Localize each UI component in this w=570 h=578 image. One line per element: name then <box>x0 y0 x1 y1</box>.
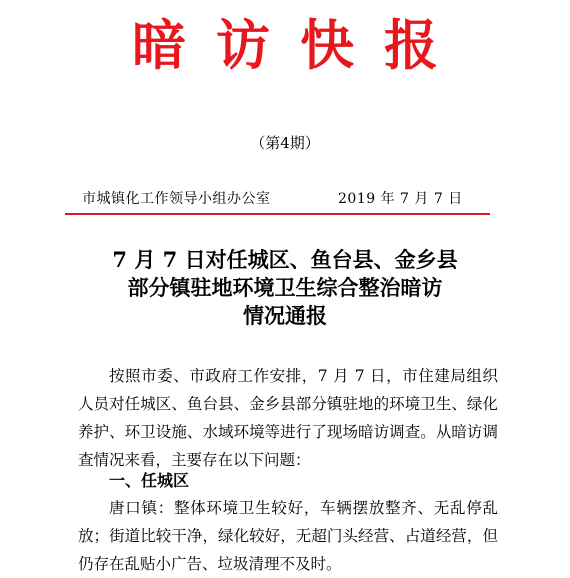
article-title <box>0 246 570 330</box>
issue-number: （第4期） <box>250 134 320 152</box>
title-line-3: 情况通报 <box>243 303 327 328</box>
intro-paragraph: 按照市委、市政府工作安排，7 月 7 日，市住建局组织人员对任城区、鱼台县、金乡县部分镇驻地的环境卫生、绿化养护、环卫设施、水域环境等进行了现场暗访调查。从暗访调查情况来看，主要存在以下问题： <box>78 367 498 469</box>
section-heading: 一、任城区 <box>109 471 190 490</box>
masthead-title: 暗访快报 <box>132 13 468 77</box>
issue-date: 2019 年 7 月 7 日 <box>338 191 463 207</box>
title-line-2: 部分镇驻地环境卫生综合整治暗访 <box>127 275 443 300</box>
red-divider <box>65 213 490 215</box>
section-paragraph: 唐口镇：整体环境卫生较好，车辆摆放整齐、无乱停乱放；街道比较干净，绿化较好，无超门头经营、占道经营，但仍存在乱贴小广告、垃圾清理不及时。 <box>78 499 498 573</box>
title-line-1: 7 月 7 日对任城区、鱼台县、金乡县 <box>112 247 458 272</box>
issuer-name: 市城镇化工作领导小组办公室 <box>82 191 271 207</box>
